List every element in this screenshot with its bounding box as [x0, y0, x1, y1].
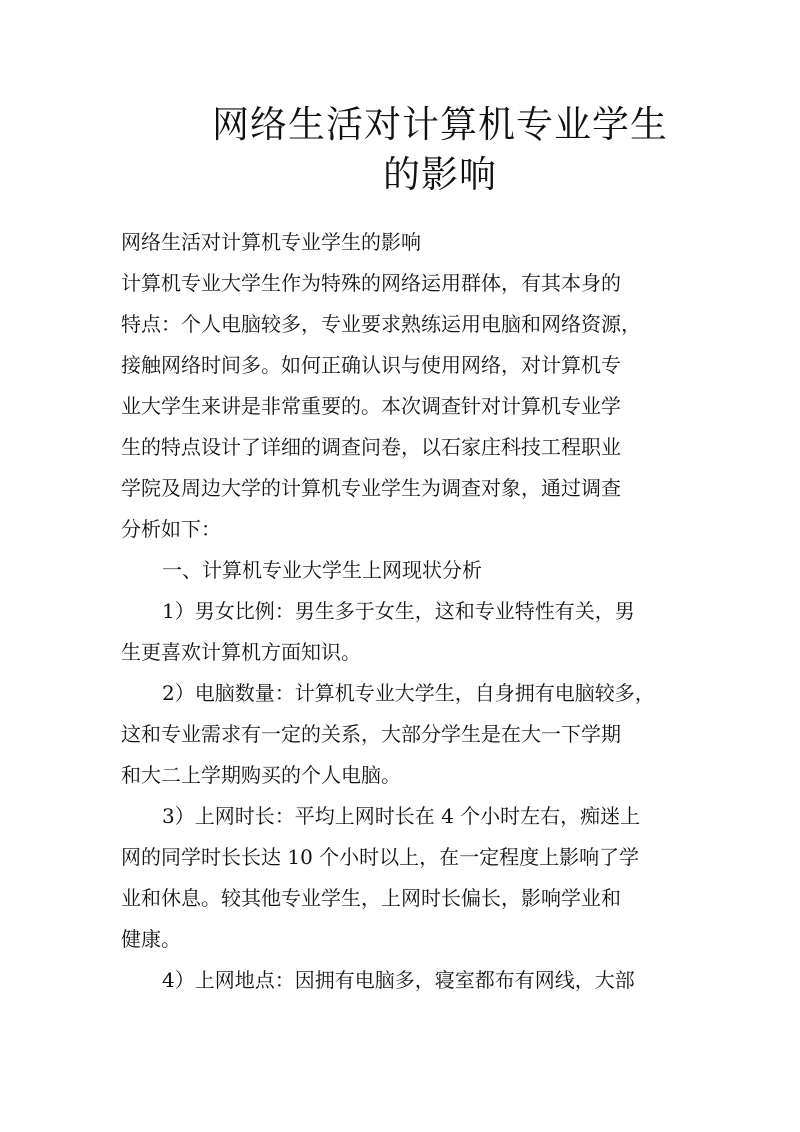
- paragraph-line: 特点：个人电脑较多，专业要求熟练运用电脑和网络资源，: [121, 312, 641, 336]
- document-title: [190, 100, 690, 200]
- paragraph-line: 生更喜欢计算机方面知识。: [121, 640, 361, 664]
- paragraph-line: 接触网络时间多。如何正确认识与使用网络，对计算机专: [121, 353, 621, 377]
- title-line-2: 的影响: [383, 153, 497, 196]
- paragraph-line: 业大学生来讲是非常重要的。本次调查针对计算机专业学: [121, 394, 621, 418]
- paragraph-line: 健康。: [121, 927, 181, 951]
- paragraph-line: 学院及周边大学的计算机专业学生为调查对象，通过调查: [121, 476, 621, 500]
- paragraph-line: 这和专业需求有一定的关系，大部分学生是在大一下学期: [121, 722, 621, 746]
- document-body: [121, 222, 691, 1001]
- paragraph-line: 2）电脑数量：计算机专业大学生，自身拥有电脑较多，: [162, 681, 655, 705]
- section-heading: 一、计算机专业大学生上网现状分析: [162, 558, 482, 582]
- paragraph-line: 分析如下：: [121, 517, 221, 541]
- paragraph-line: 3）上网时长：平均上网时长在 4 个小时左右，痴迷上: [162, 804, 641, 828]
- paragraph-line: 计算机专业大学生作为特殊的网络运用群体，有其本身的: [121, 271, 621, 295]
- paragraph-line: 网的同学时长长达 10 个小时以上，在一定程度上影响了学: [121, 845, 640, 869]
- paragraph-line: 和大二上学期购买的个人电脑。: [121, 763, 401, 787]
- subtitle-line: 网络生活对计算机专业学生的影响: [121, 230, 421, 254]
- title-line-1: 网络生活对计算机专业学生: [212, 103, 668, 146]
- paragraph-line: 1）男女比例：男生多于女生，这和专业特性有关，男: [162, 599, 635, 623]
- paragraph-line: 4）上网地点：因拥有电脑多，寝室都布有网线，大部: [162, 968, 635, 992]
- paragraph-line: 生的特点设计了详细的调查问卷，以石家庄科技工程职业: [121, 435, 621, 459]
- paragraph-line: 业和休息。较其他专业学生，上网时长偏长，影响学业和: [121, 886, 621, 910]
